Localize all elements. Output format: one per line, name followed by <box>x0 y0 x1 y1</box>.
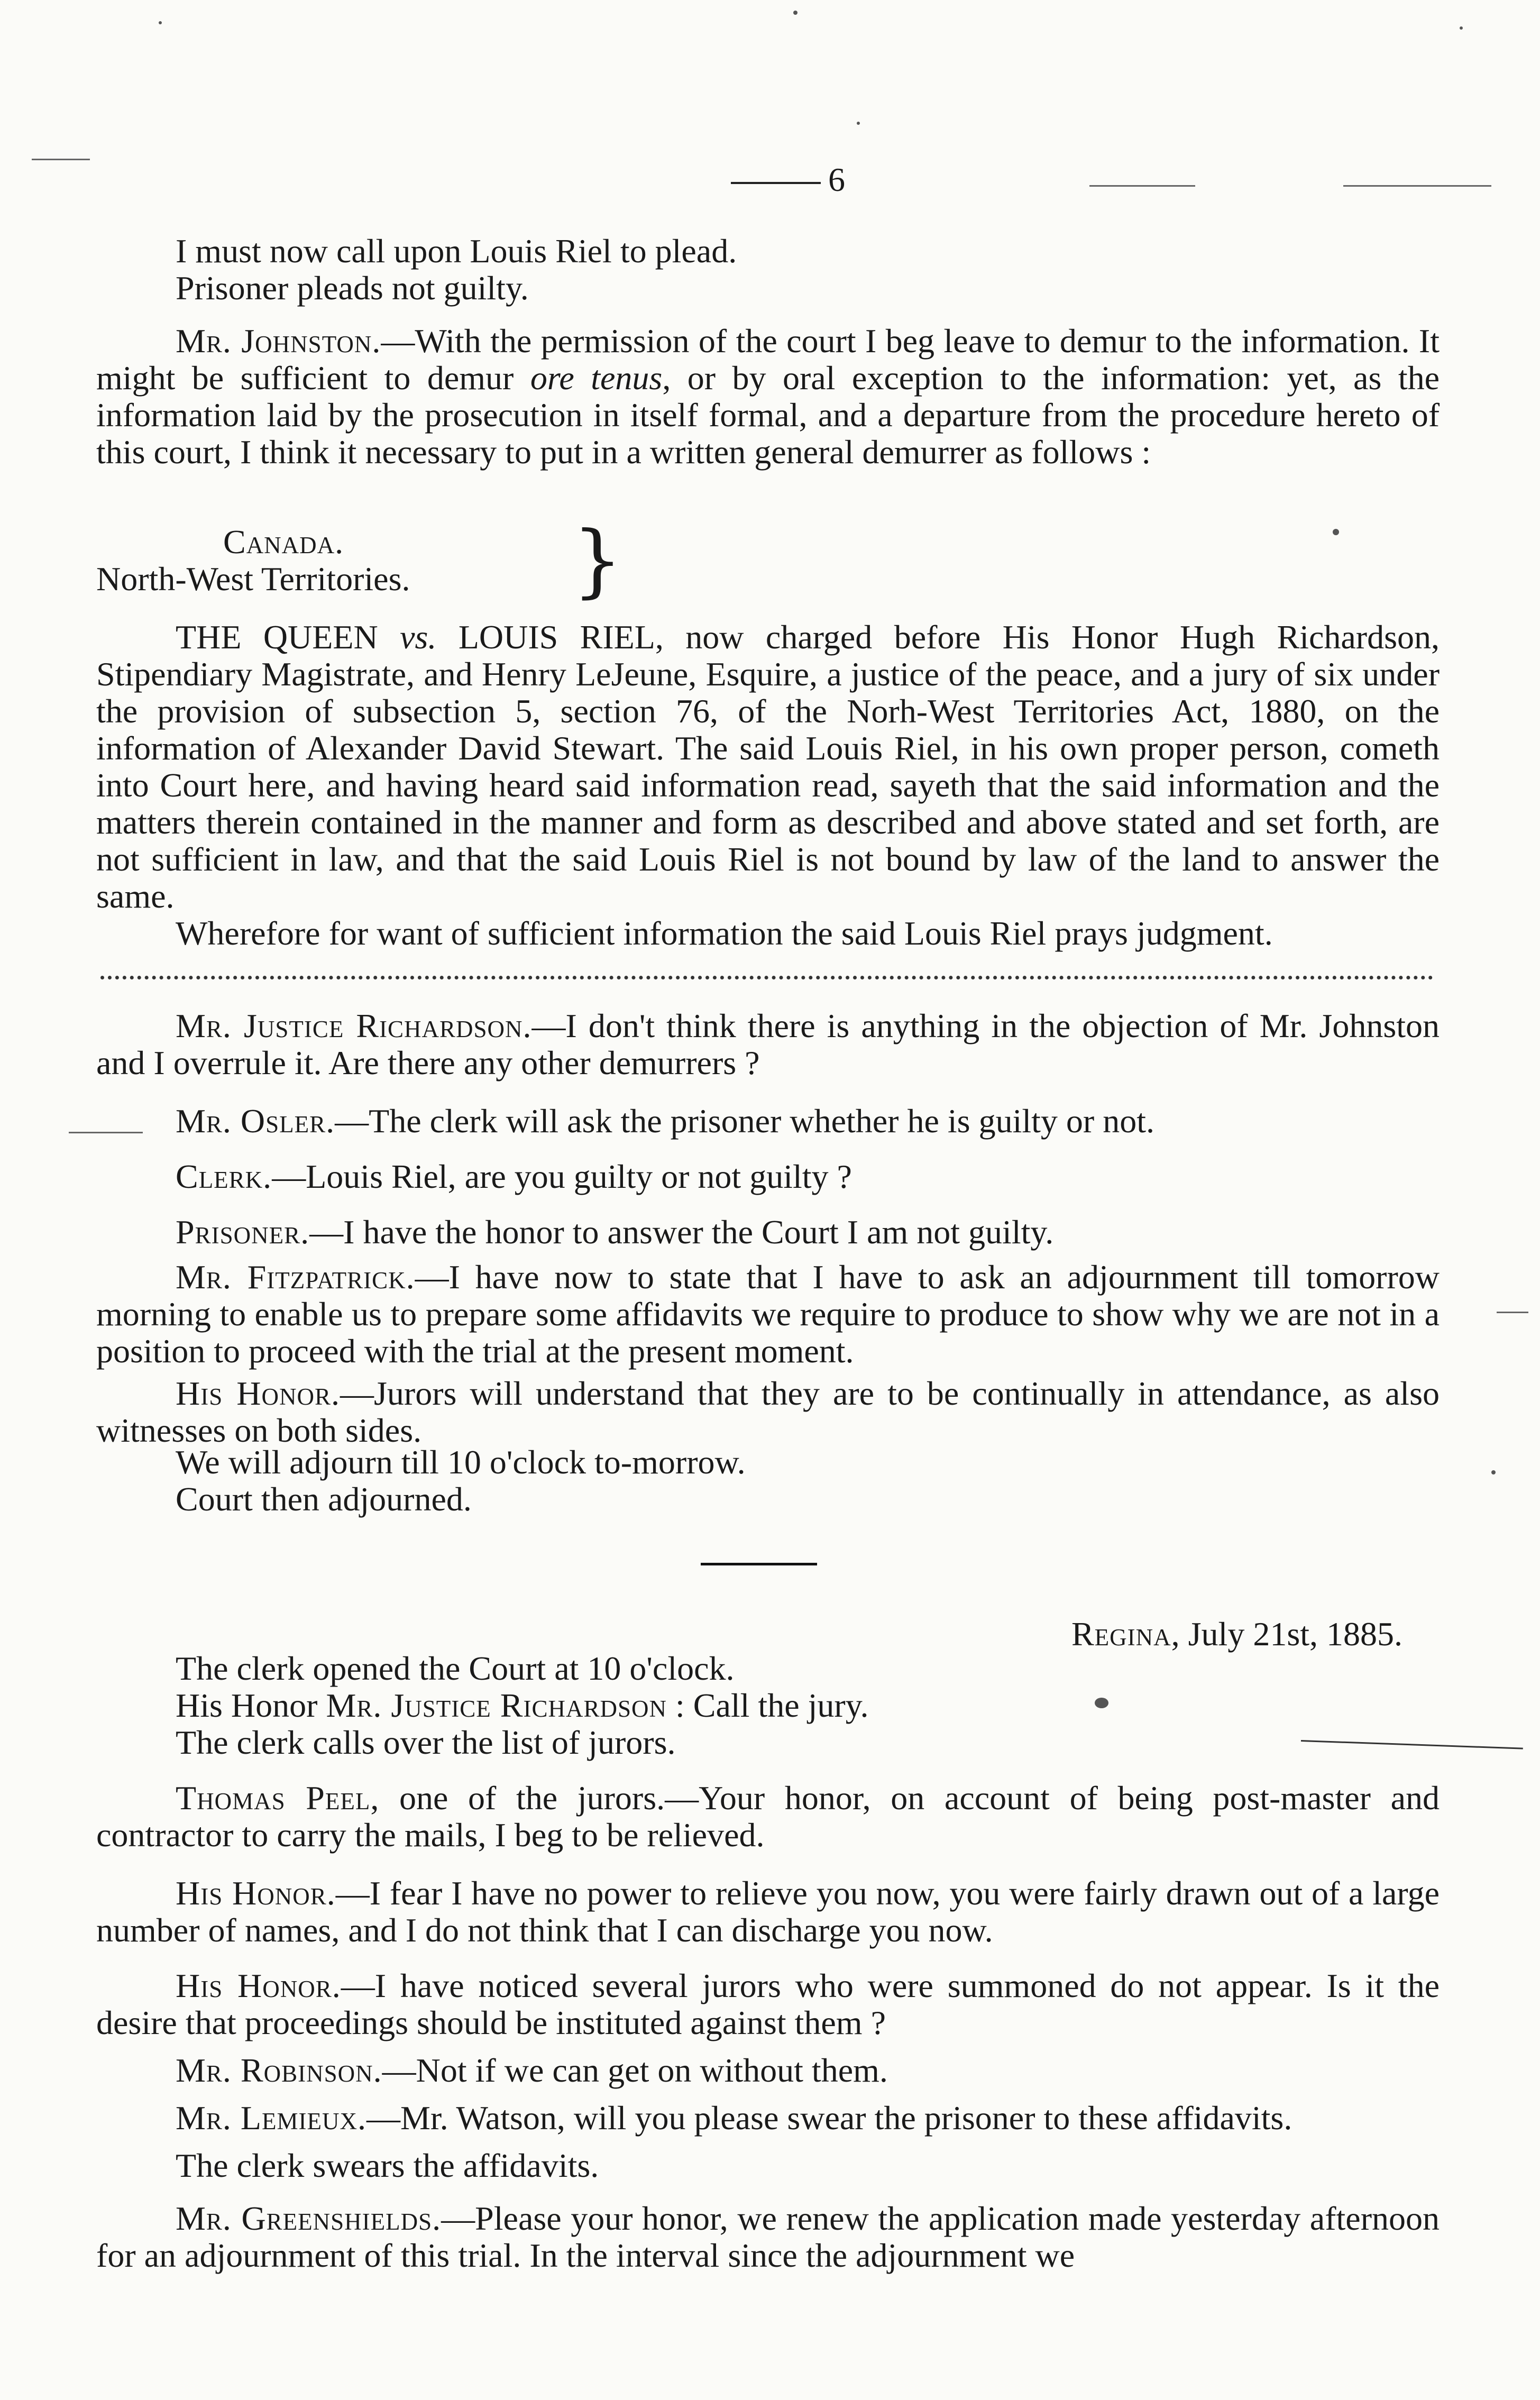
adjourn-line: We will adjourn till 10 o'clock to-morrow. <box>176 1443 746 1481</box>
dialogue-richardson: Mr. Justice Richardson.—I don't think there is anything in the objection of Mr. Johnston and I overrule it. Are there any other demurrers ? <box>96 1007 1440 1082</box>
scan-speck <box>1460 26 1463 30</box>
versus-emphasis: vs. <box>400 618 437 656</box>
line-prisoner-pleads: Prisoner pleads not guilty. <box>176 269 529 307</box>
scan-mark <box>69 1132 143 1133</box>
scan-speck <box>1491 1470 1496 1474</box>
speaker-name: Clerk. <box>176 1158 272 1195</box>
clerk-swears-line: The clerk swears the affidavits. <box>176 2147 599 2184</box>
ore-tenus-emphasis: ore tenus <box>530 359 663 397</box>
speaker-name: Mr. Osler. <box>176 1102 335 1140</box>
scan-mark <box>1089 185 1195 187</box>
caption-brace: } <box>572 515 623 607</box>
speaker-name: His Honor. <box>176 1874 336 1912</box>
paragraph-call-upon <box>96 233 1440 307</box>
dialogue-prisoner: Prisoner.—I have the honor to answer the Court I am not guilty. <box>176 1213 1054 1251</box>
speaker-name: Mr. Greenshields. <box>176 2200 442 2237</box>
speaker-name: Prisoner. <box>176 1213 310 1251</box>
speaker-name: His Honor. <box>176 1375 340 1412</box>
speaker-name: Mr. Justice Richardson. <box>176 1007 532 1045</box>
scan-speck <box>857 122 860 125</box>
dateline: Regina, July 21st, 1885. <box>1071 1615 1402 1653</box>
dialogue-his-honor-jurors: His Honor.—I have noticed several jurors who were summoned do not appear. Is it the desire that proceedings should be instituted against them ? <box>96 1967 1440 2041</box>
scan-mark <box>1343 185 1491 187</box>
wherefore-line: Wherefore for want of sufficient information the said Louis Riel prays judgment. <box>176 914 1273 952</box>
caption-canada: Canada. <box>223 523 344 561</box>
speaker-name: Mr. Johnston. <box>176 322 381 360</box>
speaker-name: Mr. Lemieux. <box>176 2099 366 2137</box>
line-call-upon: I must now call upon Louis Riel to plead. <box>176 232 737 270</box>
dialogue-robinson: Mr. Robinson.—Not if we can get on without them. <box>176 2051 888 2089</box>
dateline-place: Regina <box>1071 1615 1171 1653</box>
dialogue-peel: Thomas Peel, one of the jurors.—Your honor, on account of being post-master and contractor to carry the mails, I beg to be relieved. <box>96 1779 1440 1854</box>
page-number: 6 <box>640 159 936 201</box>
scan-speck <box>793 11 798 15</box>
scan-speck <box>1095 1698 1108 1708</box>
speaker-name: Thomas Peel, <box>176 1779 380 1817</box>
clerk-opened-line: The clerk opened the Court at 10 o'clock. <box>176 1650 735 1687</box>
dialogue-clerk: Clerk.—Louis Riel, are you guilty or not guilty ? <box>176 1158 852 1195</box>
speaker-name: Mr. Robinson. <box>176 2051 382 2089</box>
scan-speck <box>159 21 162 24</box>
speaker-name: Mr. Fitzpatrick. <box>176 1258 415 1296</box>
adjourn-lines <box>96 1444 1440 1518</box>
jurisdiction-caption <box>96 515 623 607</box>
section-rule <box>701 1563 817 1565</box>
dialogue-osler: Mr. Osler.—The clerk will ask the prisoner whether he is guilty or not. <box>176 1102 1155 1140</box>
day-two-intro <box>96 1650 1440 1761</box>
dialogue-his-honor-power: His Honor.—I fear I have no power to relieve you now, you were fairly drawn out of a large number of names, and I do not think that I can discharge you now. <box>96 1874 1440 1949</box>
dialogue-fitzpatrick: Mr. Fitzpatrick.—I have now to state that I have to ask an adjournment till tomorrow morning to enable us to prepare some affidavits we require to produce to show why we are not in a position to proceed with the trial at the present moment. <box>96 1258 1440 1370</box>
caption-territories: North-West Territories. <box>96 560 410 598</box>
demurrer-text: THE QUEEN vs. LOUIS RIEL, now charged before His Honor Hugh Richardson, Stipendiary Magistrate, and Henry LeJeune, Esquire, a justice of the peace, and a jury of six under the provision of subsection 5, section 76, of the Norh-West Territories Act, 1880, on the information of Alexander David Stewart. The said Louis Riel, in his own proper person, cometh into Court here, and having heard said information read, sayeth that the said information and the matters therein contained in the manner and form as described and above stated and set forth, are not sufficient in law, and that the said Louis Riel is not bound by law of the land to answer the same. <box>96 618 1440 915</box>
dialogue-lemieux: Mr. Lemieux.—Mr. Watson, will you please swear the prisoner to these affidavits. <box>176 2099 1292 2137</box>
dialogue-his-honor: His Honor.—Jurors will understand that they are to be continually in attendance, as also witnesses on both sides. <box>96 1375 1440 1449</box>
call-jury-line: His Honor Mr. Justice Richardson : Call the jury. <box>176 1687 869 1724</box>
dotted-separator <box>100 976 1433 979</box>
dialogue-greenshields: Mr. Greenshields.—Please your honor, we renew the application made yesterday afternoon for an adjournment of this trial. In the interval since the adjournment we <box>96 2200 1440 2274</box>
scan-mark <box>1497 1312 1528 1313</box>
court-adjourned-line: Court then adjourned. <box>176 1480 472 1518</box>
scan-speck <box>1333 529 1339 535</box>
scan-mark <box>32 159 90 160</box>
page-number-rule <box>731 182 821 184</box>
list-of-jurors-line: The clerk calls over the list of jurors. <box>176 1724 676 1761</box>
johnston-demurrer-paragraph: Mr. Johnston.—With the permission of the court I beg leave to demur to the information. It might be sufficient to demur ore tenus, or by oral exception to the information: yet, as the information laid by the prosecution in itself formal, and a departure from the procedure hereto of this court, I think it necessary to put in a written general demurrer as follows : <box>96 322 1440 471</box>
speaker-name: His Honor. <box>176 1967 341 2004</box>
